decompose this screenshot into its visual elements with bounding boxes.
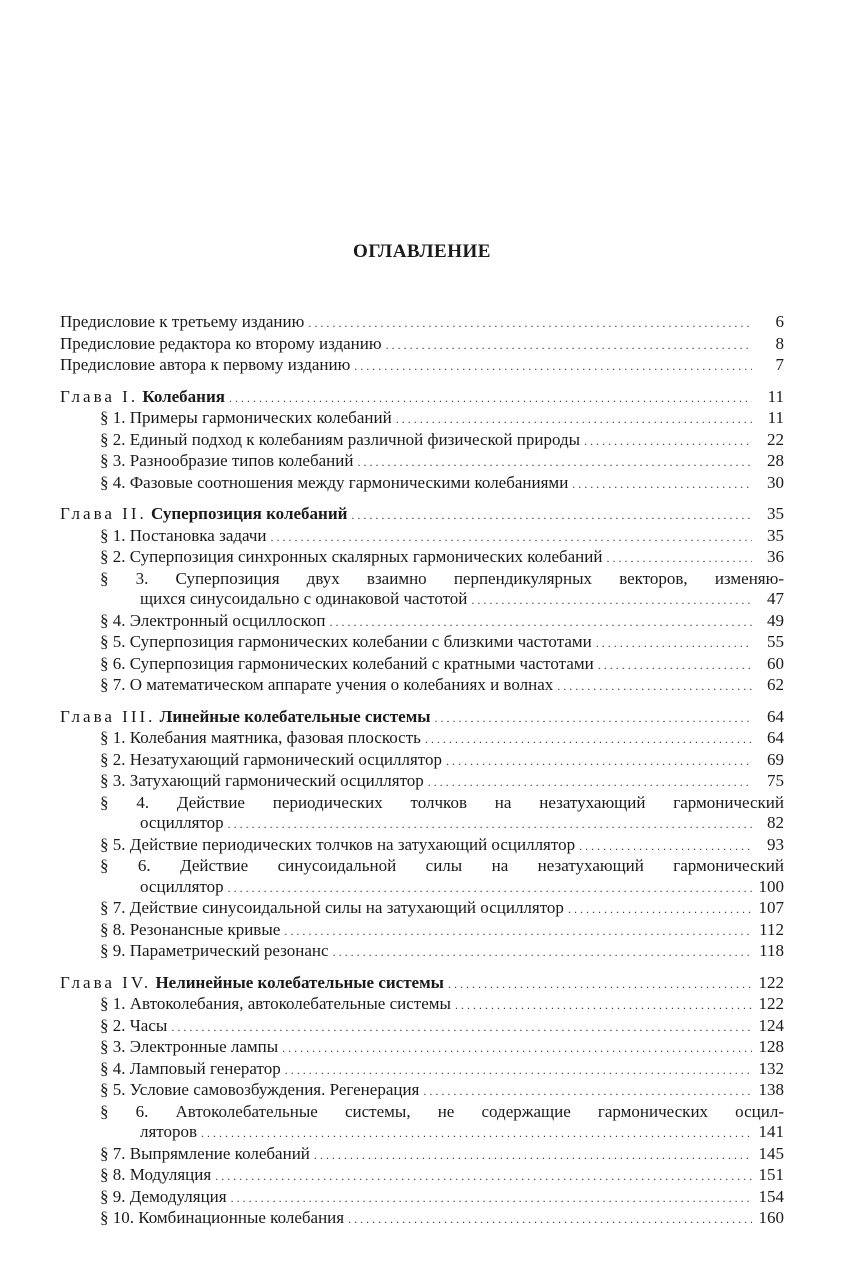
section-label: § 7. Выпрямление колебаний [100,1143,310,1163]
dot-leader [598,654,752,676]
dot-leader [171,1016,752,1038]
section-entry[interactable] [60,1102,784,1144]
dot-leader [348,1208,752,1230]
dot-leader [435,707,752,729]
section-entry[interactable] [60,835,784,857]
dot-leader [354,355,752,377]
dot-leader [446,750,752,772]
page-number: 64 [767,706,784,726]
section-label: § 5. Условие самовозбуждения. Регенерация [100,1080,420,1099]
page-number: 100 [758,876,784,896]
dot-leader [455,994,752,1016]
chapter-group [60,387,784,495]
page-number: 35 [767,525,784,545]
page-number: 145 [758,1143,784,1163]
section-continuation [100,589,784,611]
dot-leader [471,589,752,611]
section-label: § 8. Резонансные кривые [100,919,281,939]
section-label: § 6. Автоколебательные системы, не содержащие гармонических осцил- [100,1101,784,1121]
section-entry[interactable] [60,473,784,495]
dot-leader [579,835,752,857]
dot-leader [584,430,752,452]
chapter-label [60,973,444,994]
section-label: § 9. Демодуляция [100,1186,227,1206]
section-label-cont: осциллятор [140,876,224,896]
section-entry[interactable] [60,1037,784,1059]
section-label: § 7. О математическом аппарате учения о колебаниях и волнах [100,675,554,694]
section-entry[interactable] [60,920,784,942]
chapter-title: Колебания [142,386,225,406]
chapter-label [60,707,431,728]
page-number: 112 [759,919,784,939]
section-entry[interactable] [60,1080,784,1102]
dot-leader [285,1059,752,1081]
page-number: 35 [767,504,784,523]
dot-leader [314,1144,752,1166]
dot-leader [425,728,752,750]
section-label: § 3. Электронные лампы [100,1037,279,1056]
page-number: 107 [758,898,784,917]
page-number: 122 [758,994,784,1013]
section-label: § 3. Затухающий гармонический осциллятор [100,771,424,790]
section-label: § 4. Фазовые соотношения между гармоническими колебаниями [100,472,569,492]
table-of-contents [60,236,784,1240]
page-number: 11 [767,386,784,406]
section-entry[interactable] [60,632,784,654]
dot-leader [201,1122,752,1144]
dot-leader [428,771,752,793]
prefaces-group [60,312,784,377]
page-number: 82 [767,813,784,832]
section-entry[interactable] [60,675,784,697]
toc-entry[interactable] [60,334,784,356]
page-number: 55 [767,632,784,651]
chapter-label [60,387,225,408]
section-continuation [100,1122,784,1144]
page-number: 30 [767,472,784,492]
page-number: 69 [767,749,784,769]
dot-leader [448,973,752,995]
section-label: § 5. Суперпозиция гармонических колебании с близкими частотами [100,632,592,651]
dot-leader [308,312,752,334]
page-number: 47 [767,589,784,608]
page-number: 62 [767,675,784,694]
dot-leader [271,526,752,548]
section-label: § 2. Незатухающий гармонический осциллятор [100,749,443,769]
section-label: § 9. Параметрический резонанс [100,941,329,960]
dot-leader [229,387,752,409]
dot-leader [333,941,752,963]
page-number: 128 [758,1037,784,1056]
chapter-heading[interactable] [60,504,784,526]
dot-leader [596,632,752,654]
section-label: § 1. Постановка задачи [100,525,267,545]
chapter-prefix: Глава II. [60,504,147,523]
page-number: 11 [767,408,784,427]
section-label: § 4. Электронный осциллоскоп [100,610,326,630]
page-number: 141 [758,1122,784,1141]
section-label: § 3. Разнообразие типов колебаний [100,451,354,470]
section-label: § 6. Суперпозиция гармонических колебаний с кратными частотами [100,653,594,673]
dot-leader [557,675,752,697]
chapter-prefix: Глава III. [60,706,156,726]
section-entry[interactable] [60,1165,784,1187]
section-entry[interactable] [60,611,784,633]
section-entry[interactable] [60,430,784,452]
page-number: 36 [767,547,784,566]
dot-leader [282,1037,752,1059]
toc-entry[interactable] [60,312,784,334]
dot-leader [568,898,752,920]
section-label: § 4. Действие периодических толчков на незатухающий гармонический [100,792,784,812]
section-label: § 7. Действие синусоидальной силы на затухающий осциллятор [100,898,564,917]
section-label: § 4. Ламповый генератор [100,1058,281,1078]
section-label: § 1. Примеры гармонических колебаний [100,408,392,427]
entry-label: Предисловие к третьему изданию [60,312,305,331]
page-number: 28 [767,451,784,470]
section-label: § 2. Часы [100,1015,168,1035]
section-entry[interactable] [60,1187,784,1209]
section-label: § 1. Колебания маятника, фазовая плоскость [100,728,421,747]
section-entry[interactable] [60,771,784,793]
page-number: 151 [758,1165,784,1184]
dot-leader [284,920,752,942]
section-label: § 2. Суперпозиция синхронных скалярных гармонических колебаний [100,547,603,566]
chapter-group [60,504,784,697]
section-label-cont: щихся синусоидально с одинаковой частотой [140,589,468,608]
section-entry[interactable] [60,451,784,473]
chapter-group [60,707,784,963]
section-entry[interactable] [60,856,784,898]
toc-entry[interactable] [60,355,784,377]
chapter-title: Суперпозиция колебаний [151,504,348,523]
section-label: § 5. Действие периодических толчков на затухающий осциллятор [100,834,576,854]
dot-leader [386,334,752,356]
chapter-prefix: Глава IV. [60,972,152,992]
section-entry[interactable] [60,1144,784,1166]
section-continuation [100,813,784,835]
dot-leader [228,813,752,835]
entry-label: Предисловие редактора ко второму изданию [60,333,382,353]
page-number: 7 [775,355,784,374]
section-label-cont: осциллятор [140,813,224,832]
section-entry[interactable] [60,750,784,772]
dot-leader [423,1080,752,1102]
chapter-heading[interactable] [60,387,784,409]
entry-label: Предисловие автора к первому изданию [60,355,351,374]
section-entry[interactable] [60,408,784,430]
chapter-heading[interactable] [60,973,784,995]
section-entry[interactable] [60,793,784,835]
section-entry[interactable] [60,941,784,963]
chapter-label [60,504,347,525]
page-number: 122 [758,972,784,992]
section-entry[interactable] [60,1208,784,1230]
page-number: 93 [767,834,784,854]
section-entry[interactable] [60,526,784,548]
dot-leader [215,1165,752,1187]
section-entry[interactable] [60,569,784,611]
section-label: § 10. Комбинационные колебания [100,1208,345,1227]
section-label: § 6. Действие синусоидальной силы на незатухающий гармонический [100,856,784,875]
page-number: 60 [767,653,784,673]
section-label-cont: ляторов [140,1122,198,1141]
dot-leader [357,451,752,473]
section-continuation [100,877,784,899]
dot-leader [351,504,752,526]
chapters-list [60,387,784,1230]
section-entry[interactable] [60,994,784,1016]
page-number: 49 [767,610,784,630]
dot-leader [606,547,752,569]
section-label: § 8. Модуляция [100,1165,212,1184]
section-entry[interactable] [60,898,784,920]
dot-leader [572,473,752,495]
section-entry[interactable] [60,1059,784,1081]
section-label: § 3. Суперпозиция двух взаимно перпендикулярных векторов, изменяю- [100,568,784,588]
section-entry[interactable] [60,728,784,750]
page-number: 124 [758,1015,784,1035]
page-number: 6 [775,312,784,331]
page-number: 8 [775,333,784,353]
section-entry[interactable] [60,547,784,569]
section-entry[interactable] [60,1016,784,1038]
dot-leader [231,1187,752,1209]
page-number: 138 [758,1080,784,1099]
chapter-prefix: Глава I. [60,386,139,406]
page-number: 118 [759,941,784,960]
chapter-group [60,973,784,1230]
page-number: 22 [767,429,784,449]
page-number: 160 [758,1208,784,1227]
section-label: § 1. Автоколебания, автоколебательные системы [100,994,451,1013]
chapter-title: Нелинейные колебательные системы [155,972,444,992]
page-title: ОГЛАВЛЕНИЕ [353,241,491,262]
section-entry[interactable] [60,654,784,676]
dot-leader [228,877,752,899]
chapter-heading[interactable] [60,707,784,729]
chapter-title: Линейные колебательные системы [159,706,431,726]
page-number: 75 [767,771,784,790]
dot-leader [330,611,752,633]
page-number: 132 [758,1058,784,1078]
section-label: § 2. Единый подход к колебаниям различной физической природы [100,429,581,449]
page-number: 64 [767,728,784,747]
dot-leader [396,408,752,430]
page-number: 154 [758,1186,784,1206]
